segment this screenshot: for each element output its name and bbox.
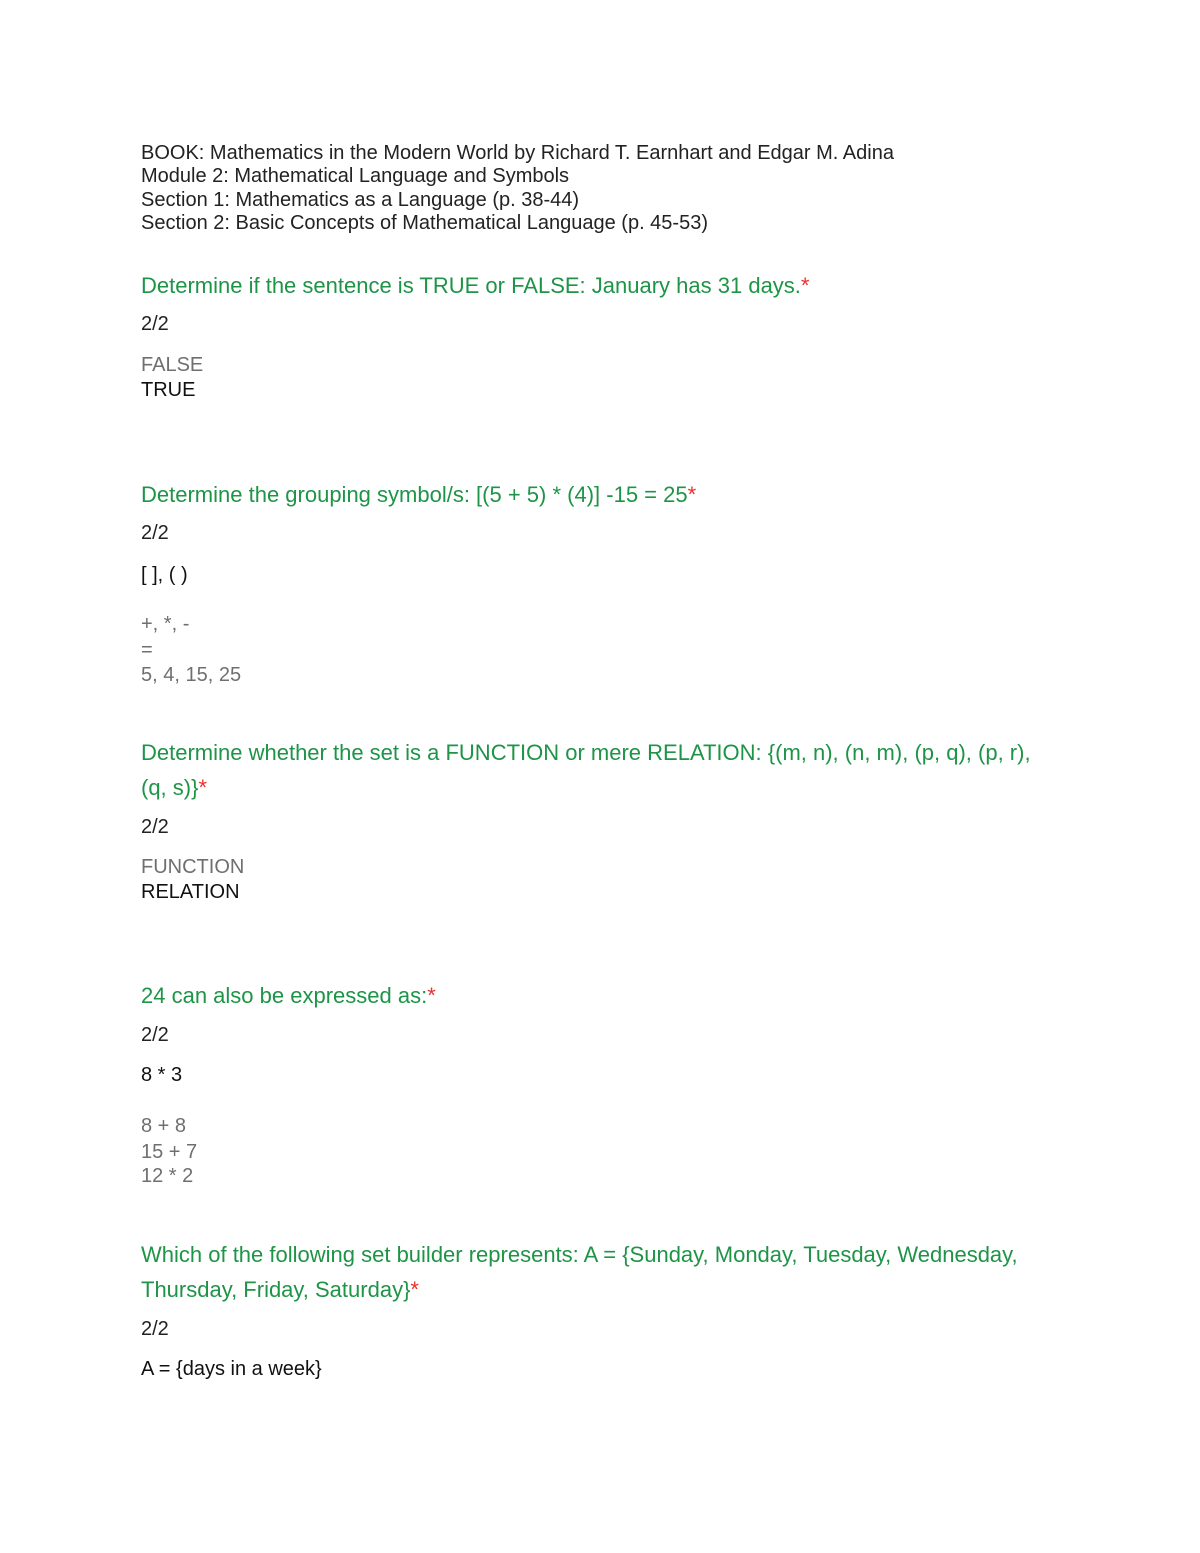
- document-page: [141, 0, 1101, 1553]
- header-module-line: Module 2: Mathematical Language and Symbols: [141, 165, 570, 188]
- question-4-option-2[interactable]: 15 + 7: [141, 1141, 198, 1163]
- question-5-score: 2/2: [141, 1318, 169, 1340]
- question-1-score: 2/2: [141, 313, 169, 335]
- header-section-1-line: Section 1: Mathematics as a Language (p. 38-44): [141, 188, 580, 211]
- header-section-2-line: Section 2: Basic Concepts of Mathematical Language (p. 45-53): [141, 211, 708, 234]
- question-2-selected-answer[interactable]: [ ], ( ): [141, 564, 188, 586]
- question-4-selected-answer[interactable]: 8 * 3: [141, 1064, 183, 1086]
- question-4-score: 2/2: [141, 1024, 169, 1046]
- question-3-text: Determine whether the set is a FUNCTION or mere RELATION: {(m, n), (n, m), (p, q), (p, r), (q, s)}*: [141, 740, 1031, 800]
- required-asterisk: *: [427, 983, 436, 1008]
- question-2-text: Determine the grouping symbol/s: [(5 + 5) * (4)] -15 = 25*: [141, 482, 697, 507]
- required-asterisk: *: [410, 1277, 419, 1302]
- question-4-option-1[interactable]: 8 + 8: [141, 1115, 187, 1137]
- question-1-text: Determine if the sentence is TRUE or FALSE: January has 31 days.*: [141, 273, 810, 298]
- question-5-selected-answer[interactable]: A = {days in a week}: [141, 1358, 322, 1380]
- question-4-text: 24 can also be expressed as:*: [141, 983, 436, 1008]
- question-1-option-true[interactable]: TRUE: [141, 379, 196, 401]
- question-5-text: Which of the following set builder represents: A = {Sunday, Monday, Tuesday, Wednesday, Thursday, Friday, Saturday}*: [141, 1242, 1018, 1302]
- question-2-score: 2/2: [141, 522, 169, 544]
- required-asterisk: *: [687, 482, 697, 507]
- question-4-option-3[interactable]: 12 * 2: [141, 1165, 194, 1187]
- header-book-line: BOOK: Mathematics in the Modern World by Richard T. Earnhart and Edgar M. Adina: [141, 142, 894, 164]
- question-2-option-equals[interactable]: =: [141, 639, 153, 661]
- question-3-option-function[interactable]: FUNCTION: [141, 856, 245, 878]
- question-1-option-false[interactable]: FALSE: [141, 354, 204, 376]
- required-asterisk: *: [198, 775, 208, 800]
- question-2-option-operators[interactable]: +, *, -: [141, 613, 190, 635]
- question-2-option-numbers[interactable]: 5, 4, 15, 25: [141, 664, 242, 686]
- question-3-option-relation[interactable]: RELATION: [141, 881, 240, 903]
- question-3-score: 2/2: [141, 816, 169, 838]
- document-header: [141, 142, 894, 235]
- required-asterisk: *: [800, 273, 810, 298]
